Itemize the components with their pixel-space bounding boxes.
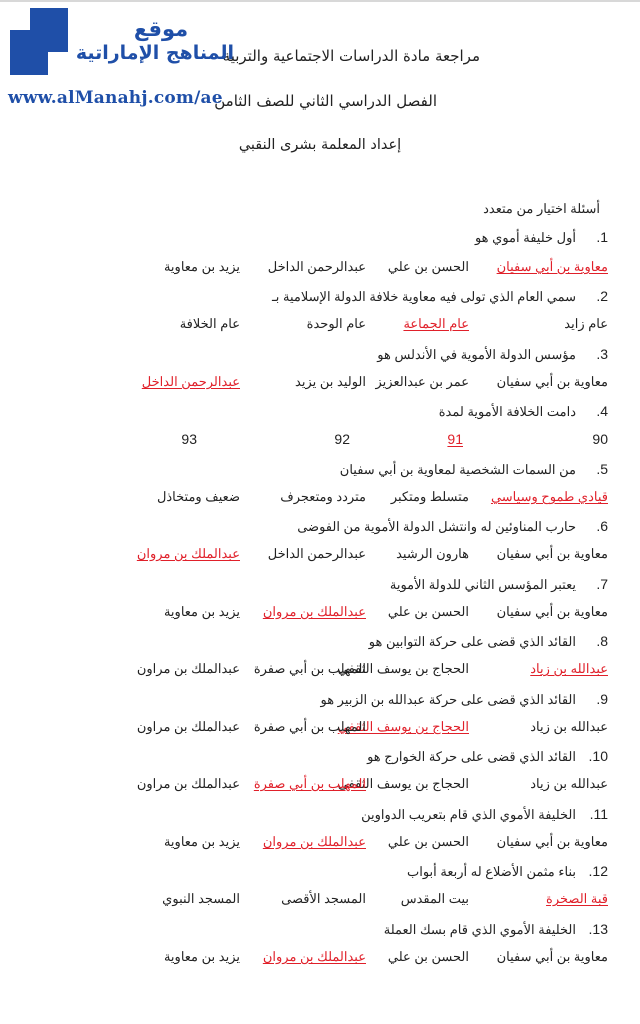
options-row [0, 891, 640, 909]
option-correct: المهلب بن أبي صفرة [253, 776, 366, 791]
option: المسجد النبوي [162, 891, 240, 906]
question [377, 346, 608, 363]
option: عبدالملك بن مراون [136, 776, 240, 791]
option: الوليد بن يزيد [295, 374, 366, 389]
option: عبدالله بن زياد [530, 776, 608, 791]
question-text: القائد الذي قضى على حركة الخوارج هو [367, 749, 576, 764]
options-row [0, 374, 640, 392]
option: المسجد الأقصى [281, 891, 366, 906]
option: الحجاج بن يوسف الثقفي [337, 776, 469, 791]
options-row [0, 489, 640, 507]
option: يزيد بن معاوية [163, 834, 240, 849]
question [369, 633, 608, 650]
question [367, 748, 608, 765]
options-row [0, 719, 640, 737]
question-number: 7. [596, 576, 608, 592]
question-text: سمي العام الذي تولى فيه معاوية خلافة الدولة الإسلامية بـ [271, 289, 576, 304]
section-title: أسئلة اختيار من متعدد [483, 201, 600, 216]
option: عبدالله بن زياد [530, 719, 608, 734]
options-row [0, 949, 640, 967]
question-number: 2. [596, 288, 608, 304]
author-line: إعداد المعلمة بشرى النقبي [238, 137, 402, 153]
option: عام زايد [564, 316, 608, 331]
question [475, 229, 608, 246]
option: 92 [334, 431, 350, 447]
question-text: القائد الذي قضى على حركة التوابين هو [368, 634, 576, 649]
question [340, 461, 608, 478]
question [439, 403, 608, 420]
question [361, 806, 608, 823]
question-number: 13. [588, 921, 608, 937]
question-text: الخليفة الأموي الذي قام بتعريب الدواوين [361, 807, 576, 822]
question-number: 3. [596, 346, 608, 362]
options-row [0, 431, 640, 449]
question [407, 863, 608, 880]
option-correct: عام الجماعة [403, 316, 469, 331]
question-text: دامت الخلافة الأموية لمدة [438, 404, 576, 419]
option: عام الخلافة [179, 316, 240, 331]
option: يزيد بن معاوية [163, 949, 240, 964]
question-text: الخليفة الأموي الذي قام بسك العملة [383, 922, 576, 937]
option: 90 [592, 431, 608, 447]
question-text: أول خليفة أموي هو [474, 230, 576, 245]
option: يزيد بن معاوية [163, 604, 240, 619]
question-text: حارب المناوئين له وانتشل الدولة الأموية من الفوضى [297, 519, 576, 534]
option: ضعيف ومتخاذل [156, 489, 240, 504]
question-text: مؤسس الدولة الأموية في الأندلس هو [377, 347, 576, 362]
option: المهلب بن أبي صفرة [253, 719, 366, 734]
question [321, 691, 609, 708]
watermark-name: المناهج الإماراتية [75, 42, 234, 64]
document-subtitle: الفصل الدراسي الثاني للصف الثامن [214, 92, 437, 110]
option: متردد ومتعجرف [280, 489, 366, 504]
option-correct: الحجاج بن يوسف الثقفي [337, 719, 469, 734]
question-number: 10. [588, 748, 608, 764]
option: المهلب بن أبي صفرة [253, 661, 366, 676]
options-row [0, 604, 640, 622]
option-correct: عبدالملك بن مروان [262, 834, 366, 849]
option-correct: عبدالملك بن مروان [262, 604, 366, 619]
question-number: 1. [596, 229, 608, 245]
question-number: 9. [596, 691, 608, 707]
logo-icon [0, 0, 80, 80]
option: عبدالرحمن الداخل [267, 259, 366, 274]
question-text: يعتبر المؤسس الثاني للدولة الأموية [389, 577, 576, 592]
option: الحسن بن علي [387, 834, 469, 849]
option: عبدالملك بن مراون [136, 661, 240, 676]
option: يزيد بن معاوية [163, 259, 240, 274]
watermark-site: موقع [133, 17, 189, 41]
option-correct: عبدالملك بن مروان [136, 546, 240, 561]
option: معاوية بن أبي سفيان [496, 374, 608, 389]
options-row [0, 776, 640, 794]
option-correct: عبدالرحمن الداخل [141, 374, 240, 389]
option: بيت المقدس [400, 891, 469, 906]
option-correct: قبة الصخرة [546, 891, 608, 906]
options-row [0, 546, 640, 564]
question-number: 8. [596, 633, 608, 649]
option-correct: عبدالله بن زياد [530, 661, 608, 676]
option: 93 [181, 431, 197, 447]
option: معاوية بن أبي سفيان [496, 834, 608, 849]
question [297, 518, 608, 535]
option: هارون الرشيد [396, 546, 469, 561]
option: الحسن بن علي [387, 604, 469, 619]
question-number: 6. [596, 518, 608, 534]
question [384, 921, 608, 938]
question-text: بناء مثمن الأضلاع له أربعة أبواب [406, 864, 576, 879]
option: متسلط ومتكبر [390, 489, 469, 504]
option-correct: معاوية بن أبي سفيان [496, 259, 608, 274]
document-title: مراجعة مادة الدراسات الاجتماعية والتربية [222, 47, 480, 65]
option-correct: عبدالملك بن مروان [262, 949, 366, 964]
question-text: من السمات الشخصية لمعاوية بن أبي سفيان [339, 462, 576, 477]
options-row [0, 661, 640, 679]
question [272, 288, 608, 305]
question [390, 576, 608, 593]
option: عبدالرحمن الداخل [267, 546, 366, 561]
options-row [0, 834, 640, 852]
top-border [0, 0, 640, 2]
option-correct: 91 [447, 431, 463, 447]
option: معاوية بن أبي سفيان [496, 949, 608, 964]
question-text: القائد الذي قضى على حركة عبدالله بن الزبير هو [320, 692, 576, 707]
question-number: 12. [588, 863, 608, 879]
options-row [0, 259, 640, 277]
option: عام الوحدة [306, 316, 366, 331]
option: الحسن بن علي [387, 949, 469, 964]
option: معاوية بن أبي سفيان [496, 604, 608, 619]
question-number: 5. [596, 461, 608, 477]
option: عبدالملك بن مراون [136, 719, 240, 734]
option-correct: قيادي طموح وسياسي [490, 489, 608, 504]
question-number: 11. [589, 806, 608, 822]
option: معاوية بن أبي سفيان [496, 546, 608, 561]
watermark-url: www.alManahj.com/ae [8, 88, 223, 108]
option: عمر بن عبدالعزيز [375, 374, 469, 389]
question-number: 4. [596, 403, 608, 419]
options-row [0, 316, 640, 334]
option: الحسن بن علي [387, 259, 469, 274]
option: الحجاج بن يوسف الثقفي [337, 661, 469, 676]
